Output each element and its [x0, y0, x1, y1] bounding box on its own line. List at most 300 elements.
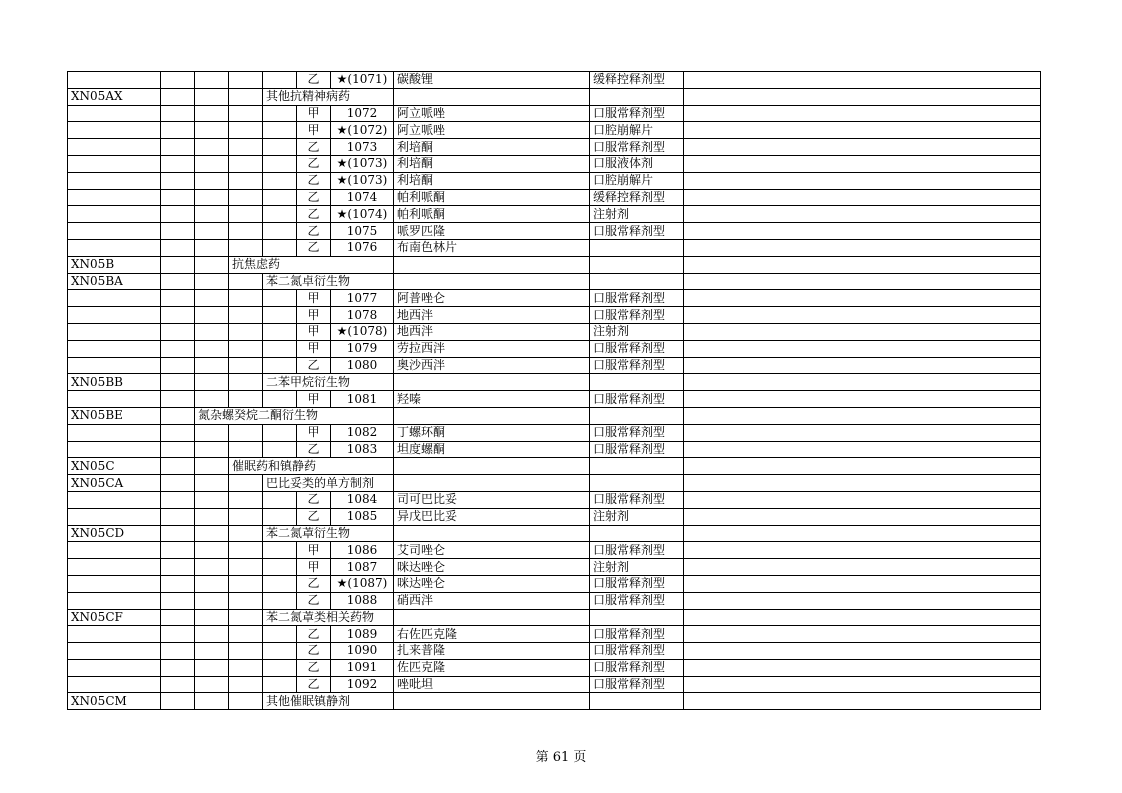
group-code-cell: XN05CF — [68, 609, 161, 626]
empty-cell — [229, 206, 263, 223]
empty-cell — [68, 189, 161, 206]
drug-name-cell: 佐匹克隆 — [394, 659, 590, 676]
empty-cell — [68, 290, 161, 307]
number-cell: ★(1087) — [331, 575, 394, 592]
group-label-cell: 其他催眠镇静剂 — [263, 693, 394, 710]
empty-cell — [68, 643, 161, 660]
dosage-form-cell: 口服常释剂型 — [590, 290, 684, 307]
drug-row — [68, 559, 1041, 576]
empty-cell — [590, 458, 684, 475]
dosage-form-cell: 口服常释剂型 — [590, 441, 684, 458]
category-cell: 乙 — [297, 139, 331, 156]
number-cell: 1092 — [331, 676, 394, 693]
drug-name-cell: 异戊巴比妥 — [394, 508, 590, 525]
dosage-form-cell: 缓释控释剂型 — [590, 72, 684, 89]
empty-cell — [684, 458, 1041, 475]
empty-cell — [161, 323, 195, 340]
empty-cell — [68, 441, 161, 458]
empty-cell — [195, 105, 229, 122]
table-body — [68, 72, 1041, 710]
empty-cell — [195, 206, 229, 223]
empty-cell — [68, 542, 161, 559]
empty-cell — [161, 475, 195, 492]
number-cell: ★(1073) — [331, 155, 394, 172]
category-cell: 乙 — [297, 575, 331, 592]
empty-cell — [684, 407, 1041, 424]
empty-cell — [68, 323, 161, 340]
group-row — [68, 407, 1041, 424]
empty-cell — [229, 72, 263, 89]
number-cell: 1076 — [331, 239, 394, 256]
group-code-cell: XN05C — [68, 458, 161, 475]
category-cell: 甲 — [297, 105, 331, 122]
category-cell: 乙 — [297, 592, 331, 609]
empty-cell — [229, 508, 263, 525]
empty-cell — [590, 273, 684, 290]
number-cell: 1077 — [331, 290, 394, 307]
drug-row — [68, 424, 1041, 441]
remarks-cell — [684, 575, 1041, 592]
empty-cell — [229, 609, 263, 626]
empty-cell — [394, 273, 590, 290]
empty-cell — [161, 424, 195, 441]
group-row — [68, 88, 1041, 105]
drug-row — [68, 206, 1041, 223]
dosage-form-cell: 口服常释剂型 — [590, 424, 684, 441]
number-cell: 1084 — [331, 491, 394, 508]
drug-row — [68, 676, 1041, 693]
category-cell: 乙 — [297, 508, 331, 525]
empty-cell — [161, 542, 195, 559]
group-code-cell: XN05BE — [68, 407, 161, 424]
empty-cell — [161, 508, 195, 525]
empty-cell — [161, 256, 195, 273]
group-label-cell: 苯二氮䓬类相关药物 — [263, 609, 394, 626]
empty-cell — [263, 206, 297, 223]
empty-cell — [68, 340, 161, 357]
empty-cell — [161, 659, 195, 676]
empty-cell — [229, 676, 263, 693]
drug-row — [68, 357, 1041, 374]
empty-cell — [229, 542, 263, 559]
empty-cell — [161, 643, 195, 660]
empty-cell — [161, 139, 195, 156]
group-row — [68, 458, 1041, 475]
drug-row — [68, 239, 1041, 256]
drug-catalog-table — [67, 71, 1041, 710]
empty-cell — [161, 391, 195, 408]
empty-cell — [684, 374, 1041, 391]
remarks-cell — [684, 206, 1041, 223]
number-cell: ★(1071) — [331, 72, 394, 89]
dosage-form-cell: 口服常释剂型 — [590, 575, 684, 592]
empty-cell — [229, 391, 263, 408]
dosage-form-cell: 口服常释剂型 — [590, 105, 684, 122]
empty-cell — [161, 407, 195, 424]
empty-cell — [229, 122, 263, 139]
empty-cell — [229, 239, 263, 256]
empty-cell — [195, 693, 229, 710]
category-cell: 甲 — [297, 391, 331, 408]
empty-cell — [684, 88, 1041, 105]
empty-cell — [229, 575, 263, 592]
empty-cell — [590, 525, 684, 542]
empty-cell — [263, 357, 297, 374]
empty-cell — [684, 525, 1041, 542]
remarks-cell — [684, 508, 1041, 525]
empty-cell — [161, 340, 195, 357]
empty-cell — [229, 525, 263, 542]
drug-name-cell: 布南色林片 — [394, 239, 590, 256]
empty-cell — [195, 357, 229, 374]
number-cell: 1090 — [331, 643, 394, 660]
number-cell: 1079 — [331, 340, 394, 357]
empty-cell — [161, 307, 195, 324]
drug-row — [68, 72, 1041, 89]
dosage-form-cell: 口服常释剂型 — [590, 626, 684, 643]
drug-row — [68, 575, 1041, 592]
empty-cell — [229, 307, 263, 324]
drug-name-cell: 利培酮 — [394, 172, 590, 189]
group-label-cell: 巴比妥类的单方制剂 — [263, 475, 394, 492]
drug-row — [68, 139, 1041, 156]
number-cell: 1082 — [331, 424, 394, 441]
category-cell: 甲 — [297, 542, 331, 559]
drug-row — [68, 626, 1041, 643]
drug-name-cell: 劳拉西泮 — [394, 340, 590, 357]
remarks-cell — [684, 659, 1041, 676]
empty-cell — [195, 307, 229, 324]
empty-cell — [195, 676, 229, 693]
dosage-form-cell: 口服常释剂型 — [590, 340, 684, 357]
empty-cell — [195, 189, 229, 206]
empty-cell — [263, 105, 297, 122]
empty-cell — [590, 693, 684, 710]
drug-name-cell: 硝西泮 — [394, 592, 590, 609]
empty-cell — [195, 643, 229, 660]
empty-cell — [229, 491, 263, 508]
remarks-cell — [684, 676, 1041, 693]
empty-cell — [161, 88, 195, 105]
empty-cell — [263, 172, 297, 189]
remarks-cell — [684, 542, 1041, 559]
empty-cell — [263, 139, 297, 156]
remarks-cell — [684, 391, 1041, 408]
drug-name-cell: 坦度螺酮 — [394, 441, 590, 458]
empty-cell — [394, 525, 590, 542]
category-cell: 甲 — [297, 307, 331, 324]
dosage-form-cell — [590, 239, 684, 256]
category-cell: 甲 — [297, 290, 331, 307]
empty-cell — [229, 88, 263, 105]
group-row — [68, 256, 1041, 273]
drug-row — [68, 105, 1041, 122]
category-cell: 乙 — [297, 491, 331, 508]
empty-cell — [590, 407, 684, 424]
empty-cell — [684, 273, 1041, 290]
drug-row — [68, 441, 1041, 458]
group-row — [68, 475, 1041, 492]
drug-name-cell: 右佐匹克隆 — [394, 626, 590, 643]
empty-cell — [195, 491, 229, 508]
remarks-cell — [684, 105, 1041, 122]
empty-cell — [161, 239, 195, 256]
drug-name-cell: 咪达唑仑 — [394, 575, 590, 592]
drug-name-cell: 地西泮 — [394, 323, 590, 340]
drug-row — [68, 172, 1041, 189]
empty-cell — [68, 491, 161, 508]
number-cell: ★(1078) — [331, 323, 394, 340]
empty-cell — [195, 374, 229, 391]
dosage-form-cell: 注射剂 — [590, 559, 684, 576]
number-cell: 1073 — [331, 139, 394, 156]
drug-row — [68, 340, 1041, 357]
drug-name-cell: 司可巴比妥 — [394, 491, 590, 508]
empty-cell — [161, 122, 195, 139]
empty-cell — [68, 508, 161, 525]
empty-cell — [161, 105, 195, 122]
drug-row — [68, 290, 1041, 307]
category-cell: 乙 — [297, 239, 331, 256]
empty-cell — [195, 273, 229, 290]
drug-name-cell: 奥沙西泮 — [394, 357, 590, 374]
empty-cell — [161, 374, 195, 391]
empty-cell — [229, 643, 263, 660]
empty-cell — [161, 290, 195, 307]
remarks-cell — [684, 643, 1041, 660]
category-cell: 乙 — [297, 72, 331, 89]
empty-cell — [161, 206, 195, 223]
dosage-form-cell: 口服常释剂型 — [590, 223, 684, 240]
empty-cell — [68, 206, 161, 223]
empty-cell — [68, 155, 161, 172]
empty-cell — [161, 575, 195, 592]
empty-cell — [590, 609, 684, 626]
empty-cell — [68, 559, 161, 576]
dosage-form-cell: 口服常释剂型 — [590, 542, 684, 559]
drug-name-cell: 利培酮 — [394, 155, 590, 172]
category-cell: 乙 — [297, 172, 331, 189]
group-code-cell: XN05CA — [68, 475, 161, 492]
empty-cell — [195, 256, 229, 273]
empty-cell — [229, 105, 263, 122]
empty-cell — [68, 659, 161, 676]
empty-cell — [263, 542, 297, 559]
empty-cell — [263, 122, 297, 139]
empty-cell — [394, 693, 590, 710]
drug-name-cell: 咪达唑仑 — [394, 559, 590, 576]
number-cell: 1074 — [331, 189, 394, 206]
empty-cell — [263, 592, 297, 609]
drug-name-cell: 利培酮 — [394, 139, 590, 156]
number-cell: 1087 — [331, 559, 394, 576]
empty-cell — [394, 256, 590, 273]
empty-cell — [229, 155, 263, 172]
empty-cell — [229, 323, 263, 340]
empty-cell — [263, 223, 297, 240]
remarks-cell — [684, 559, 1041, 576]
dosage-form-cell: 缓释控释剂型 — [590, 189, 684, 206]
drug-name-cell: 阿立哌唑 — [394, 122, 590, 139]
empty-cell — [263, 239, 297, 256]
drug-name-cell: 羟嗪 — [394, 391, 590, 408]
drug-name-cell: 唑吡坦 — [394, 676, 590, 693]
category-cell: 甲 — [297, 340, 331, 357]
empty-cell — [195, 223, 229, 240]
remarks-cell — [684, 323, 1041, 340]
group-code-cell: XN05CD — [68, 525, 161, 542]
remarks-cell — [684, 239, 1041, 256]
number-cell: 1081 — [331, 391, 394, 408]
remarks-cell — [684, 340, 1041, 357]
category-cell: 乙 — [297, 441, 331, 458]
group-code-cell: XN05AX — [68, 88, 161, 105]
empty-cell — [229, 424, 263, 441]
empty-cell — [229, 139, 263, 156]
empty-cell — [195, 239, 229, 256]
empty-cell — [229, 290, 263, 307]
drug-row — [68, 592, 1041, 609]
remarks-cell — [684, 357, 1041, 374]
empty-cell — [229, 223, 263, 240]
drug-row — [68, 122, 1041, 139]
group-label-cell: 苯二氮䓬衍生物 — [263, 525, 394, 542]
empty-cell — [229, 559, 263, 576]
category-cell: 乙 — [297, 659, 331, 676]
empty-cell — [68, 223, 161, 240]
dosage-form-cell: 口腔崩解片 — [590, 122, 684, 139]
empty-cell — [195, 155, 229, 172]
drug-name-cell: 阿普唑仑 — [394, 290, 590, 307]
empty-cell — [68, 424, 161, 441]
category-cell: 乙 — [297, 676, 331, 693]
empty-cell — [161, 626, 195, 643]
empty-cell — [161, 491, 195, 508]
empty-cell — [229, 374, 263, 391]
group-code-cell: XN05BB — [68, 374, 161, 391]
empty-cell — [68, 139, 161, 156]
dosage-form-cell: 口腔崩解片 — [590, 172, 684, 189]
category-cell: 甲 — [297, 323, 331, 340]
drug-row — [68, 542, 1041, 559]
empty-cell — [590, 475, 684, 492]
empty-cell — [394, 407, 590, 424]
empty-cell — [68, 357, 161, 374]
number-cell: 1085 — [331, 508, 394, 525]
empty-cell — [161, 676, 195, 693]
empty-cell — [195, 139, 229, 156]
drug-row — [68, 307, 1041, 324]
empty-cell — [394, 458, 590, 475]
drug-name-cell: 哌罗匹隆 — [394, 223, 590, 240]
empty-cell — [229, 659, 263, 676]
empty-cell — [263, 391, 297, 408]
empty-cell — [590, 374, 684, 391]
dosage-form-cell: 口服常释剂型 — [590, 391, 684, 408]
empty-cell — [229, 441, 263, 458]
empty-cell — [263, 491, 297, 508]
dosage-form-cell: 口服常释剂型 — [590, 491, 684, 508]
empty-cell — [68, 676, 161, 693]
number-cell: 1088 — [331, 592, 394, 609]
group-label-cell: 二苯甲烷衍生物 — [263, 374, 394, 391]
empty-cell — [195, 122, 229, 139]
drug-name-cell: 碳酸锂 — [394, 72, 590, 89]
empty-cell — [263, 676, 297, 693]
empty-cell — [229, 189, 263, 206]
remarks-cell — [684, 223, 1041, 240]
empty-cell — [68, 592, 161, 609]
remarks-cell — [684, 441, 1041, 458]
empty-cell — [684, 256, 1041, 273]
empty-cell — [195, 88, 229, 105]
remarks-cell — [684, 307, 1041, 324]
empty-cell — [195, 290, 229, 307]
number-cell: 1080 — [331, 357, 394, 374]
dosage-form-cell: 注射剂 — [590, 508, 684, 525]
empty-cell — [263, 626, 297, 643]
empty-cell — [263, 189, 297, 206]
empty-cell — [161, 441, 195, 458]
empty-cell — [229, 475, 263, 492]
empty-cell — [684, 693, 1041, 710]
empty-cell — [195, 626, 229, 643]
empty-cell — [195, 559, 229, 576]
remarks-cell — [684, 122, 1041, 139]
category-cell: 乙 — [297, 206, 331, 223]
group-code-cell: XN05B — [68, 256, 161, 273]
empty-cell — [394, 374, 590, 391]
drug-row — [68, 391, 1041, 408]
empty-cell — [684, 609, 1041, 626]
page-number: 第 61 页 — [535, 750, 587, 765]
number-cell: 1078 — [331, 307, 394, 324]
category-cell: 甲 — [297, 122, 331, 139]
empty-cell — [161, 559, 195, 576]
empty-cell — [195, 340, 229, 357]
empty-cell — [195, 172, 229, 189]
empty-cell — [394, 88, 590, 105]
empty-cell — [684, 475, 1041, 492]
remarks-cell — [684, 626, 1041, 643]
category-cell: 甲 — [297, 559, 331, 576]
remarks-cell — [684, 155, 1041, 172]
group-code-cell: XN05CM — [68, 693, 161, 710]
number-cell: ★(1072) — [331, 122, 394, 139]
drug-row — [68, 223, 1041, 240]
dosage-form-cell: 口服常释剂型 — [590, 139, 684, 156]
group-label-cell: 其他抗精神病药 — [263, 88, 394, 105]
category-cell: 甲 — [297, 424, 331, 441]
drug-row — [68, 323, 1041, 340]
remarks-cell — [684, 139, 1041, 156]
empty-cell — [195, 508, 229, 525]
empty-cell — [263, 155, 297, 172]
empty-cell — [195, 391, 229, 408]
drug-name-cell: 扎来普隆 — [394, 643, 590, 660]
empty-cell — [195, 525, 229, 542]
empty-cell — [68, 105, 161, 122]
dosage-form-cell: 口服常释剂型 — [590, 592, 684, 609]
empty-cell — [263, 72, 297, 89]
dosage-form-cell: 口服常释剂型 — [590, 643, 684, 660]
number-cell: 1091 — [331, 659, 394, 676]
drug-row — [68, 189, 1041, 206]
remarks-cell — [684, 290, 1041, 307]
empty-cell — [195, 575, 229, 592]
drug-name-cell: 帕利哌酮 — [394, 189, 590, 206]
category-cell: 乙 — [297, 357, 331, 374]
